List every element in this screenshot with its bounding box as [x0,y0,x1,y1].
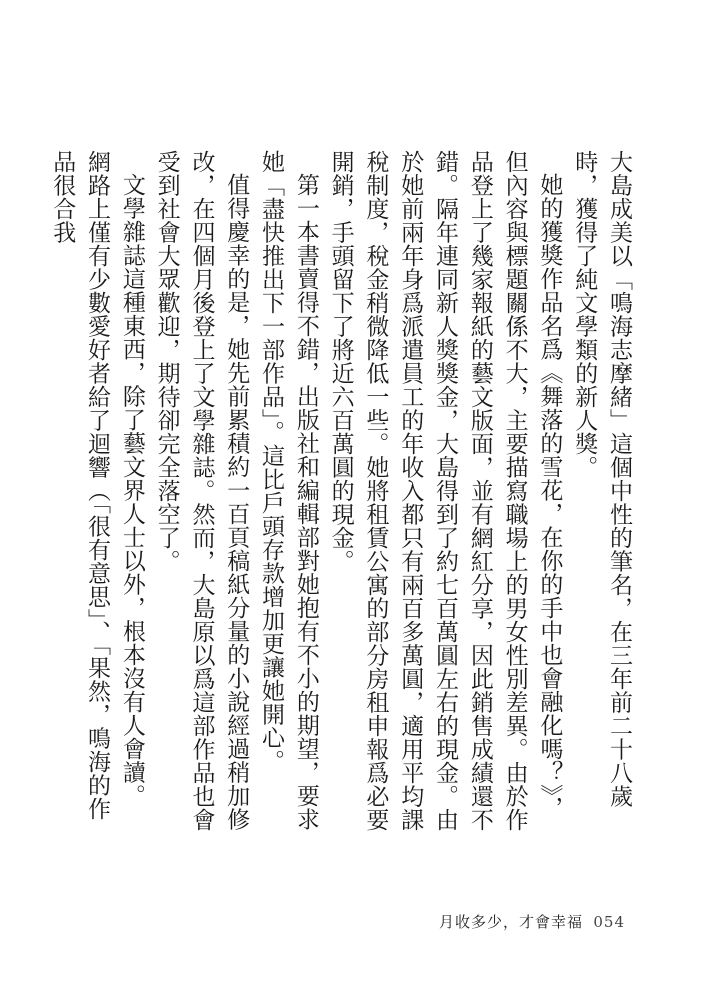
paragraph: 值得慶幸的是，她先前累積約一百頁稿紙分量的小說經過稍加修改，在四個月後登上了文學雜誌。然而，大島原以爲這部作品也會受到社會大眾歡迎，期待卻完全落空了。 [153,150,250,832]
running-footer-title: 月收多少，才會幸福 [438,913,583,931]
paragraph: 第一本書賣得不錯，出版社和編輯部對她抱有不小的期望，要求她「盡快推出下一部作品」。這比戶頭存款增加更讓她開心。 [258,150,319,831]
page-footer [0,911,711,941]
page-number: 054 [593,913,625,931]
vertical-text-body [44,150,636,840]
paragraph: 文學雜誌這種東西，除了藝文界人士以外，根本沒有人會讀。 [118,173,145,808]
paragraph: 網路上僅有少數愛好者給了迴響（「很有意思」、「果然，鳴海的作品很合我 [49,150,111,821]
paragraph: 她的獲獎作品名爲《舞落的雪花，在你的手中也會融化嗎？》，但內容與標題關係不大，主要描寫職場上的男女性別差異。由於作品登上了幾家報紙的藝文版面，並有網紅分享，因此銷售成績還不錯。隔年連同新人獎獎金，大島得到了約七百萬圓左右的現金。由於她前兩年身爲派遣員工的年收入都只有兩百多萬圓，適用平均課稅制度，稅金稍微降低一些。她將租賃公寓的部分房租申報爲必要開銷，手頭留下了將近六百萬圓的現金。 [327,150,563,832]
paragraph: 大島成美以「鳴海志摩緒」這個中性的筆名，在三年前二十八歲時，獲得了純文學類的新人獎。 [571,150,632,808]
